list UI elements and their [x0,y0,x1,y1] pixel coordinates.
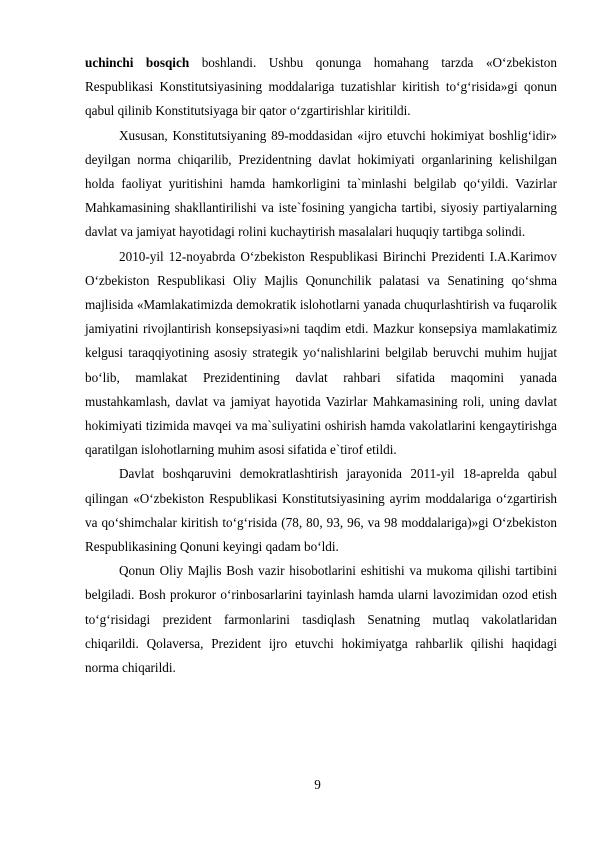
bold-lead-text: uchinchi bosqich [85,55,190,70]
paragraph-2: Xususan, Konstitutsiyaning 89-moddasidan «ijro etuvchi hokimiyat boshlig‘idir» deyilgan norma chiqarilib, Prezidentning davlat hokimiyati organlarining kelishilgan holda faoliyat yuritishini hamda hamkorligini ta`minlashi belgilab qo‘yildi. Vazirlar Mahkamasining shakllantirilishi va iste`fosining yangicha tartibi, siyosiy partiyalarning davlat va jamiyat hayotidagi rolini kuchaytirish masalalari huquqiy tartibga solindi. [85,127,557,240]
paragraph-4: Davlat boshqaruvini demokratlashtirish jarayonida 2011-yil 18-aprelda qabul qilingan «O‘zbekiston Respublikasi Konstitutsiyasining ayrim moddalariga o‘zgartirish va qo‘shimchalar kiritish to‘g‘risida (78, 80, 93, 96, va 98 moddalariga)»gi O‘zbekiston Respublikasining Qonuni keyingi qadam bo‘ldi. [85,466,557,555]
paragraph-3: 2010-yil 12-noyabrda O‘zbekiston Respublikasi Birinchi Prezidenti I.A.Karimov O‘zbekiston Respublikasi Oliy Majlis Qonunchilik palatasi va Senatining qo‘shma majlisida «Mamlakatimizda demokratik islohotlarni yanada chuqurlashtirish va fuqarolik jamiyatini rivojlantirish konsepsiyasi»ni taqdim etdi. Mazkur konsepsiya mamlakatimiz kelgusi taraqqiyotining asosiy strategik yo‘nalishlarini belgilab beruvchi muhim hujjat bo‘lib, mamlakat Prezidentining davlat rahbari sifatida maqomini yanada mustahkamlash, davlat va jamiyat hayotida Vazirlar Mahkamasining roli, uning davlat hokimiyati tizimida mavqei va ma`suliyatini oshirish hamda vakolatlarini kengaytirishga qaratilgan islohotlarning muhim asosi sifatida e`tirof etildi. [85,248,557,458]
body-text [85,51,557,680]
page-number: 9 [314,777,321,792]
paragraph-1 [85,51,557,124]
paragraph-5: Qonun Oliy Majlis Bosh vazir hisobotlarini eshitishi va mukoma qilishi tartibini belgiladi. Bosh prokuror o‘rinbosarlarini tayinlash hamda ularni lavozimidan ozod etish to‘g‘risidagi prezident farmonlarini tasdiqlash Senatning mutlaq vakolatlaridan chiqarildi. Qolaversa, Prezident ijro etuvchi hokimiyatga rahbarlik qilishi haqidagi norma chiqarildi. [85,563,557,676]
paragraph-1-text: boshlandi. Ushbu qonunga homahang tarzda «O‘zbekiston Respublikasi Konstitutsiyasining moddalariga tuzatishlar kiritish to‘g‘risida»gi qonun qabul qilinib Konstitutsiyaga bir qator o‘zgartirishlar kiritildi. [85,55,557,119]
